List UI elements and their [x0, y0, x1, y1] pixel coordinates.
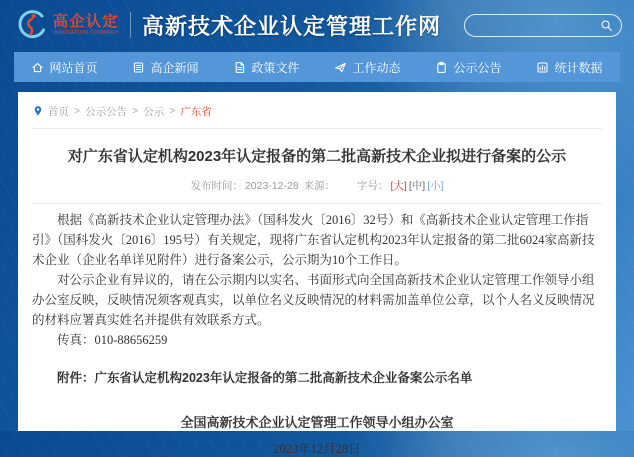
source-label: 来源：	[303, 180, 336, 192]
site-header	[0, 0, 634, 50]
nav-label: 工作动态	[352, 60, 401, 75]
paragraph-objection: 对公示企业有异议的，请在公示期内以实名、书面形式向全国高新技术企业认定管理工作领导小组办公室反映，反映情况须客观真实，以单位名义反映情况的材料需加盖单位公章，以个人名义反映情况的材料应署真实姓名并提供有效联系方式。	[32, 273, 595, 327]
font-size-small-button[interactable]: [小]	[427, 180, 444, 192]
publish-time-value: 2023-12-28	[244, 180, 299, 192]
breadcrumb	[32, 102, 602, 120]
font-size-label: 字号：	[357, 180, 389, 192]
breadcrumb-separator: >	[169, 105, 176, 117]
site-logo[interactable]	[16, 9, 119, 41]
article-meta	[32, 178, 602, 193]
home-icon	[31, 61, 44, 74]
paper-plane-icon	[334, 61, 347, 74]
article-title: 对广东省认定机构2023年认定报备的第二批高新技术企业拟进行备案的公示	[67, 148, 567, 165]
logo-swoosh-icon	[16, 9, 48, 41]
nav-item-announcements[interactable]	[418, 52, 519, 82]
breadcrumb-separator: >	[74, 105, 81, 117]
breadcrumb-home[interactable]: 首页	[48, 105, 69, 118]
paragraph-basis: 根据《高新技术企业认定管理办法》（国科发火〔2016〕32号）和《高新技术企业认定管理工作指引》（国科发火〔2016〕195号）有关规定，现将广东省认定机构2023年认定报备的第二批6024家高新技术企业（企业名单详见附件）进行备案公示，公示期为10个工作日。	[32, 213, 595, 267]
brand-name: 高企认定	[53, 13, 120, 30]
content-panel	[18, 92, 616, 456]
attachment-link[interactable]: 广东省认定机构2023年认定报备的第二批高新技术企业备案公示名单	[94, 371, 473, 385]
nav-item-work-trends[interactable]	[317, 52, 418, 82]
article-body	[32, 210, 602, 350]
breadcrumb-divider	[32, 128, 602, 129]
nav-label: 网站首页	[49, 60, 98, 75]
main-nav	[14, 52, 620, 82]
nav-label: 高企新闻	[150, 60, 199, 75]
document-icon	[233, 61, 246, 74]
location-pin-icon	[32, 105, 44, 117]
breadcrumb-separator: >	[132, 105, 139, 117]
chart-icon	[536, 61, 549, 74]
breadcrumb-public-notice[interactable]: 公示	[143, 105, 165, 118]
clipboard-icon	[435, 61, 448, 74]
breadcrumb-current-guangdong: 广东省	[180, 105, 212, 118]
paragraph-fax: 传真：010-88656259	[57, 333, 168, 347]
nav-item-home[interactable]	[14, 52, 115, 82]
nav-item-policy[interactable]	[216, 52, 317, 82]
meta-divider	[32, 203, 602, 204]
font-size-large-button[interactable]: [大]	[390, 180, 407, 192]
attachment-line	[32, 368, 602, 386]
news-icon	[132, 61, 145, 74]
search-box[interactable]	[464, 14, 622, 37]
search-input[interactable]	[473, 19, 600, 31]
attachment-label: 附件：	[57, 371, 95, 385]
nav-item-news[interactable]	[115, 52, 216, 82]
publish-time-label: 发布时间：	[190, 180, 243, 192]
nav-label: 公示公告	[453, 60, 502, 75]
font-size-medium-button[interactable]: [中]	[408, 180, 426, 192]
breadcrumb-announcements[interactable]: 公示公告	[85, 105, 128, 118]
nav-label: 政策文件	[251, 60, 300, 75]
brand-subtitle: INNOVATION COMPANY	[53, 30, 119, 36]
site-title: 高新技术企业认定管理工作网	[142, 13, 442, 39]
issue-date: 2023年12月28日	[273, 442, 361, 456]
header-divider	[130, 12, 131, 38]
issuing-office: 全国高新技术企业认定管理工作领导小组办公室	[180, 415, 454, 430]
nav-label: 统计数据	[554, 60, 603, 75]
search-icon[interactable]	[600, 19, 613, 32]
nav-item-statistics[interactable]	[519, 52, 620, 82]
